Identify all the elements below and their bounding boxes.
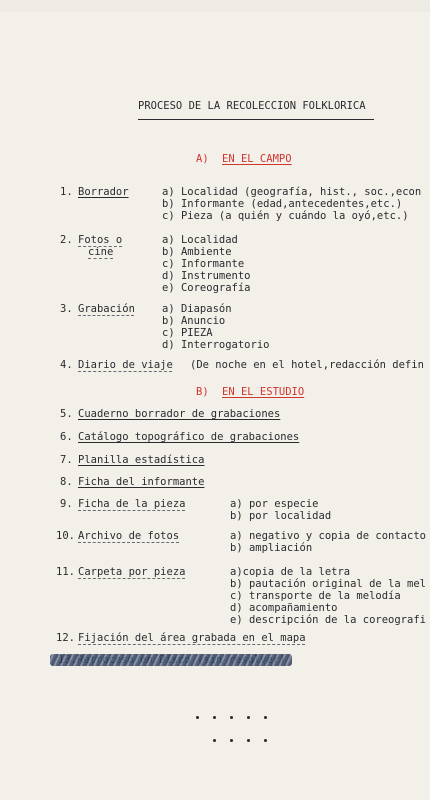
sub-item: b) Informante (edad,antecedentes,etc.) [162,198,403,210]
item-label: Ficha del informante [78,476,205,488]
item-number: 9. [60,498,73,510]
sub-item: a) Localidad [162,234,238,246]
sub-item: c) transporte de la melodía [230,590,401,602]
sub-item: d) acompañamiento [230,602,338,614]
sub-item: c) Pieza (a quién y cuándo la oyó,etc.) [162,210,409,222]
sub-item: d) Interrogatorio [162,339,270,351]
sub-item: b) Anuncio [162,315,226,327]
item-number: 5. [60,408,73,420]
sub-item: a) por especie [230,498,319,510]
section-b-heading: EN EL ESTUDIO [222,386,305,398]
sub-item: a) Diapasón [162,303,232,315]
sub-item: b) ampliación [230,542,313,554]
item-number: 6. [60,431,73,443]
item-label: Fijación del área grabada en el mapa [78,632,306,644]
ornament-dot [213,739,216,742]
section-a-heading: EN EL CAMPO [222,153,292,165]
item-number: 12. [56,632,75,644]
item-label-grabacion: Grabación [78,303,135,315]
section-b-letter: B) [196,386,209,398]
item-label: Planilla estadística [78,454,205,466]
ornament-dot [264,739,267,742]
ink-scribble [50,654,292,666]
sub-item: b) pautación original de la mel [230,578,426,590]
item-label: Cuaderno borrador de grabaciones [78,408,281,420]
item-label: Catálogo topográfico de grabaciones [78,431,300,443]
ornament-dot [213,716,216,719]
sub-item: e) Coreografía [162,282,251,294]
ornament-dot [247,716,250,719]
item-label: Carpeta por pieza [78,566,186,578]
sub-item: b) Ambiente [162,246,232,258]
item-label: Archivo de fotos [78,530,180,542]
sub-item: a)copia de la letra [230,566,351,578]
ornament-dot [264,716,267,719]
item-label-fotos: Fotos o [78,234,123,246]
ornament-dot [230,716,233,719]
item-number: 7. [60,454,73,466]
item-number: 2. [60,234,73,246]
sub-item: a) Localidad (geografía, hist., soc.,econ [162,186,422,198]
section-a-letter: A) [196,153,209,165]
item-number: 11. [56,566,75,578]
item-number: 1. [60,186,73,198]
item-label: Ficha de la pieza [78,498,186,510]
item-number: 4. [60,359,73,371]
item-label-cine: cine [88,246,114,258]
sub-item: e) descripción de la coreografi [230,614,426,626]
item-number: 3. [60,303,73,315]
page-title: PROCESO DE LA RECOLECCION FOLKLORICA [138,100,366,112]
sub-item: c) Informante [162,258,245,270]
sub-item: a) negativo y copia de contacto [230,530,426,542]
sub-item: c) PIEZA [162,327,213,339]
item-note: (De noche en el hotel,redacción defin [190,359,424,371]
ornament-dot [196,716,199,719]
item-number: 8. [60,476,73,488]
title-rule [138,119,374,120]
sub-item: b) por localidad [230,510,332,522]
document-page [0,12,430,800]
ornament-dot [247,739,250,742]
item-label-diario: Diario de viaje [78,359,173,371]
sub-item: d) Instrumento [162,270,251,282]
ornament-dot [230,739,233,742]
item-number: 10. [56,530,75,542]
item-label-borrador: Borrador [78,186,129,198]
